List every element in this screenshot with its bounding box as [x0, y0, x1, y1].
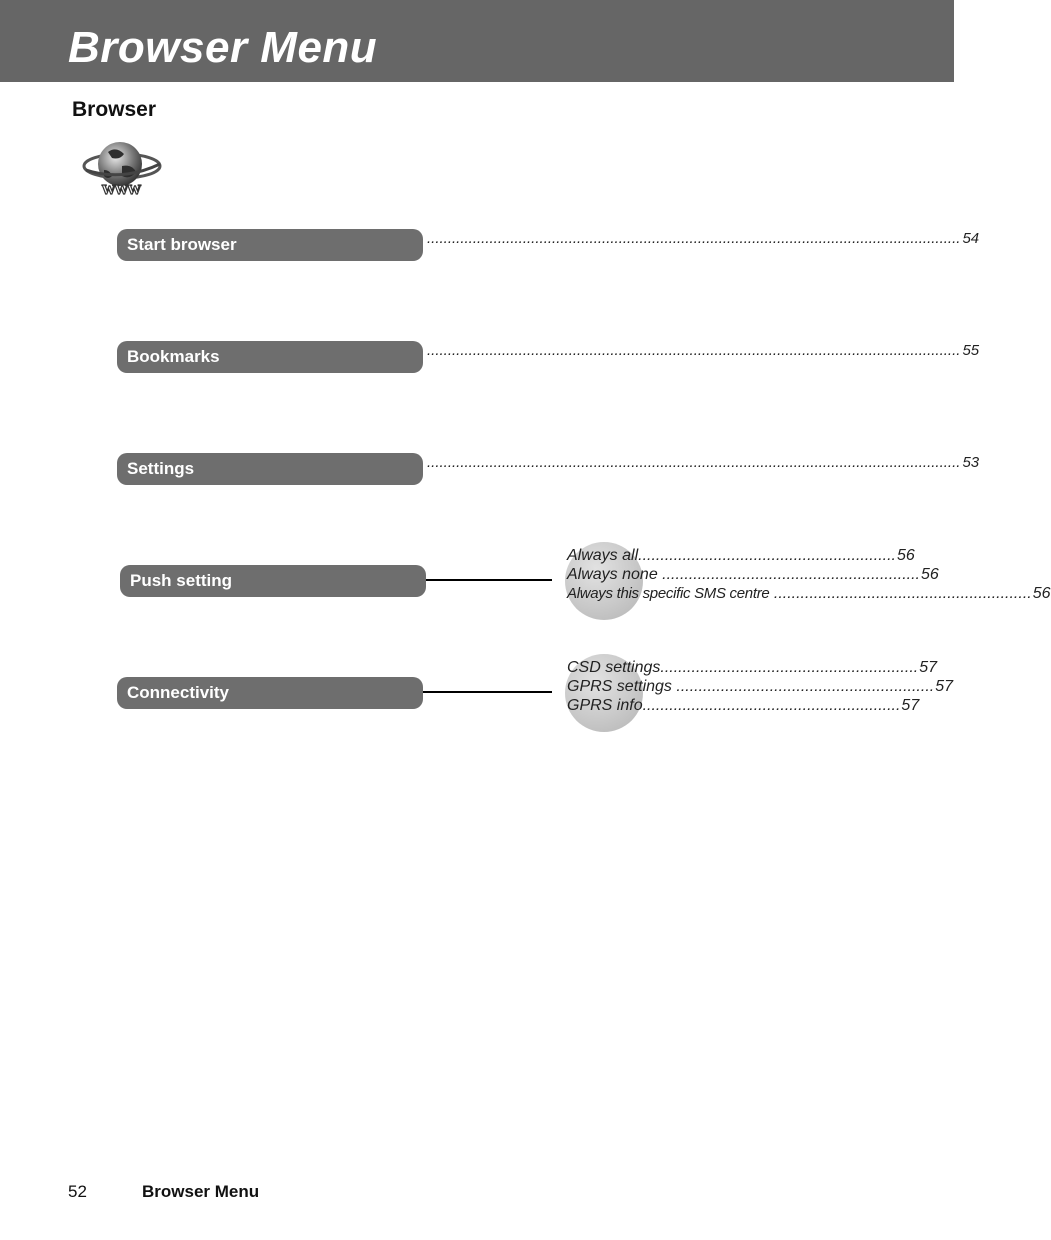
menu-item-connectivity[interactable]: Connectivity: [117, 677, 423, 709]
menu-item-bookmarks[interactable]: Bookmarks: [117, 341, 423, 373]
connector-line: [423, 691, 552, 693]
svg-text:www: www: [101, 178, 141, 199]
page-header: [0, 0, 954, 82]
page-ref-bookmarks: ................................................................................................................................ 55: [427, 342, 980, 359]
footer-page-number: 52: [68, 1182, 87, 1201]
page-number: 54: [962, 230, 980, 247]
page-ref-settings: ................................................................................................................................ 53: [427, 454, 980, 471]
submenu-item-csd-settings[interactable]: CSD settings .......................................................... 57: [567, 659, 937, 676]
submenu-item-always-specific-sms-centre[interactable]: Always this specific SMS centre .......................................................... 56: [567, 585, 1051, 602]
submenu-item-gprs-settings[interactable]: GPRS settings .......................................................... 57: [567, 678, 954, 695]
page-number: 55: [962, 342, 980, 359]
page-title: Browser Menu: [68, 23, 378, 72]
page-number: 53: [962, 454, 980, 471]
www-globe-icon: [78, 136, 164, 200]
connector-line: [426, 579, 552, 581]
section-heading: Browser: [72, 98, 157, 121]
submenu-item-always-all[interactable]: Always all .......................................................... 56: [567, 547, 915, 564]
menu-item-push-setting[interactable]: Push setting: [120, 565, 426, 597]
footer-title: Browser Menu: [142, 1182, 260, 1201]
submenu-item-gprs-info[interactable]: GPRS info .......................................................... 57: [567, 697, 920, 714]
menu-item-settings[interactable]: Settings: [117, 453, 423, 485]
page-ref-start-browser: ................................................................................................................................ 54: [427, 230, 980, 247]
menu-item-start-browser[interactable]: Start browser: [117, 229, 423, 261]
submenu-item-always-none[interactable]: Always none .......................................................... 56: [567, 566, 939, 583]
